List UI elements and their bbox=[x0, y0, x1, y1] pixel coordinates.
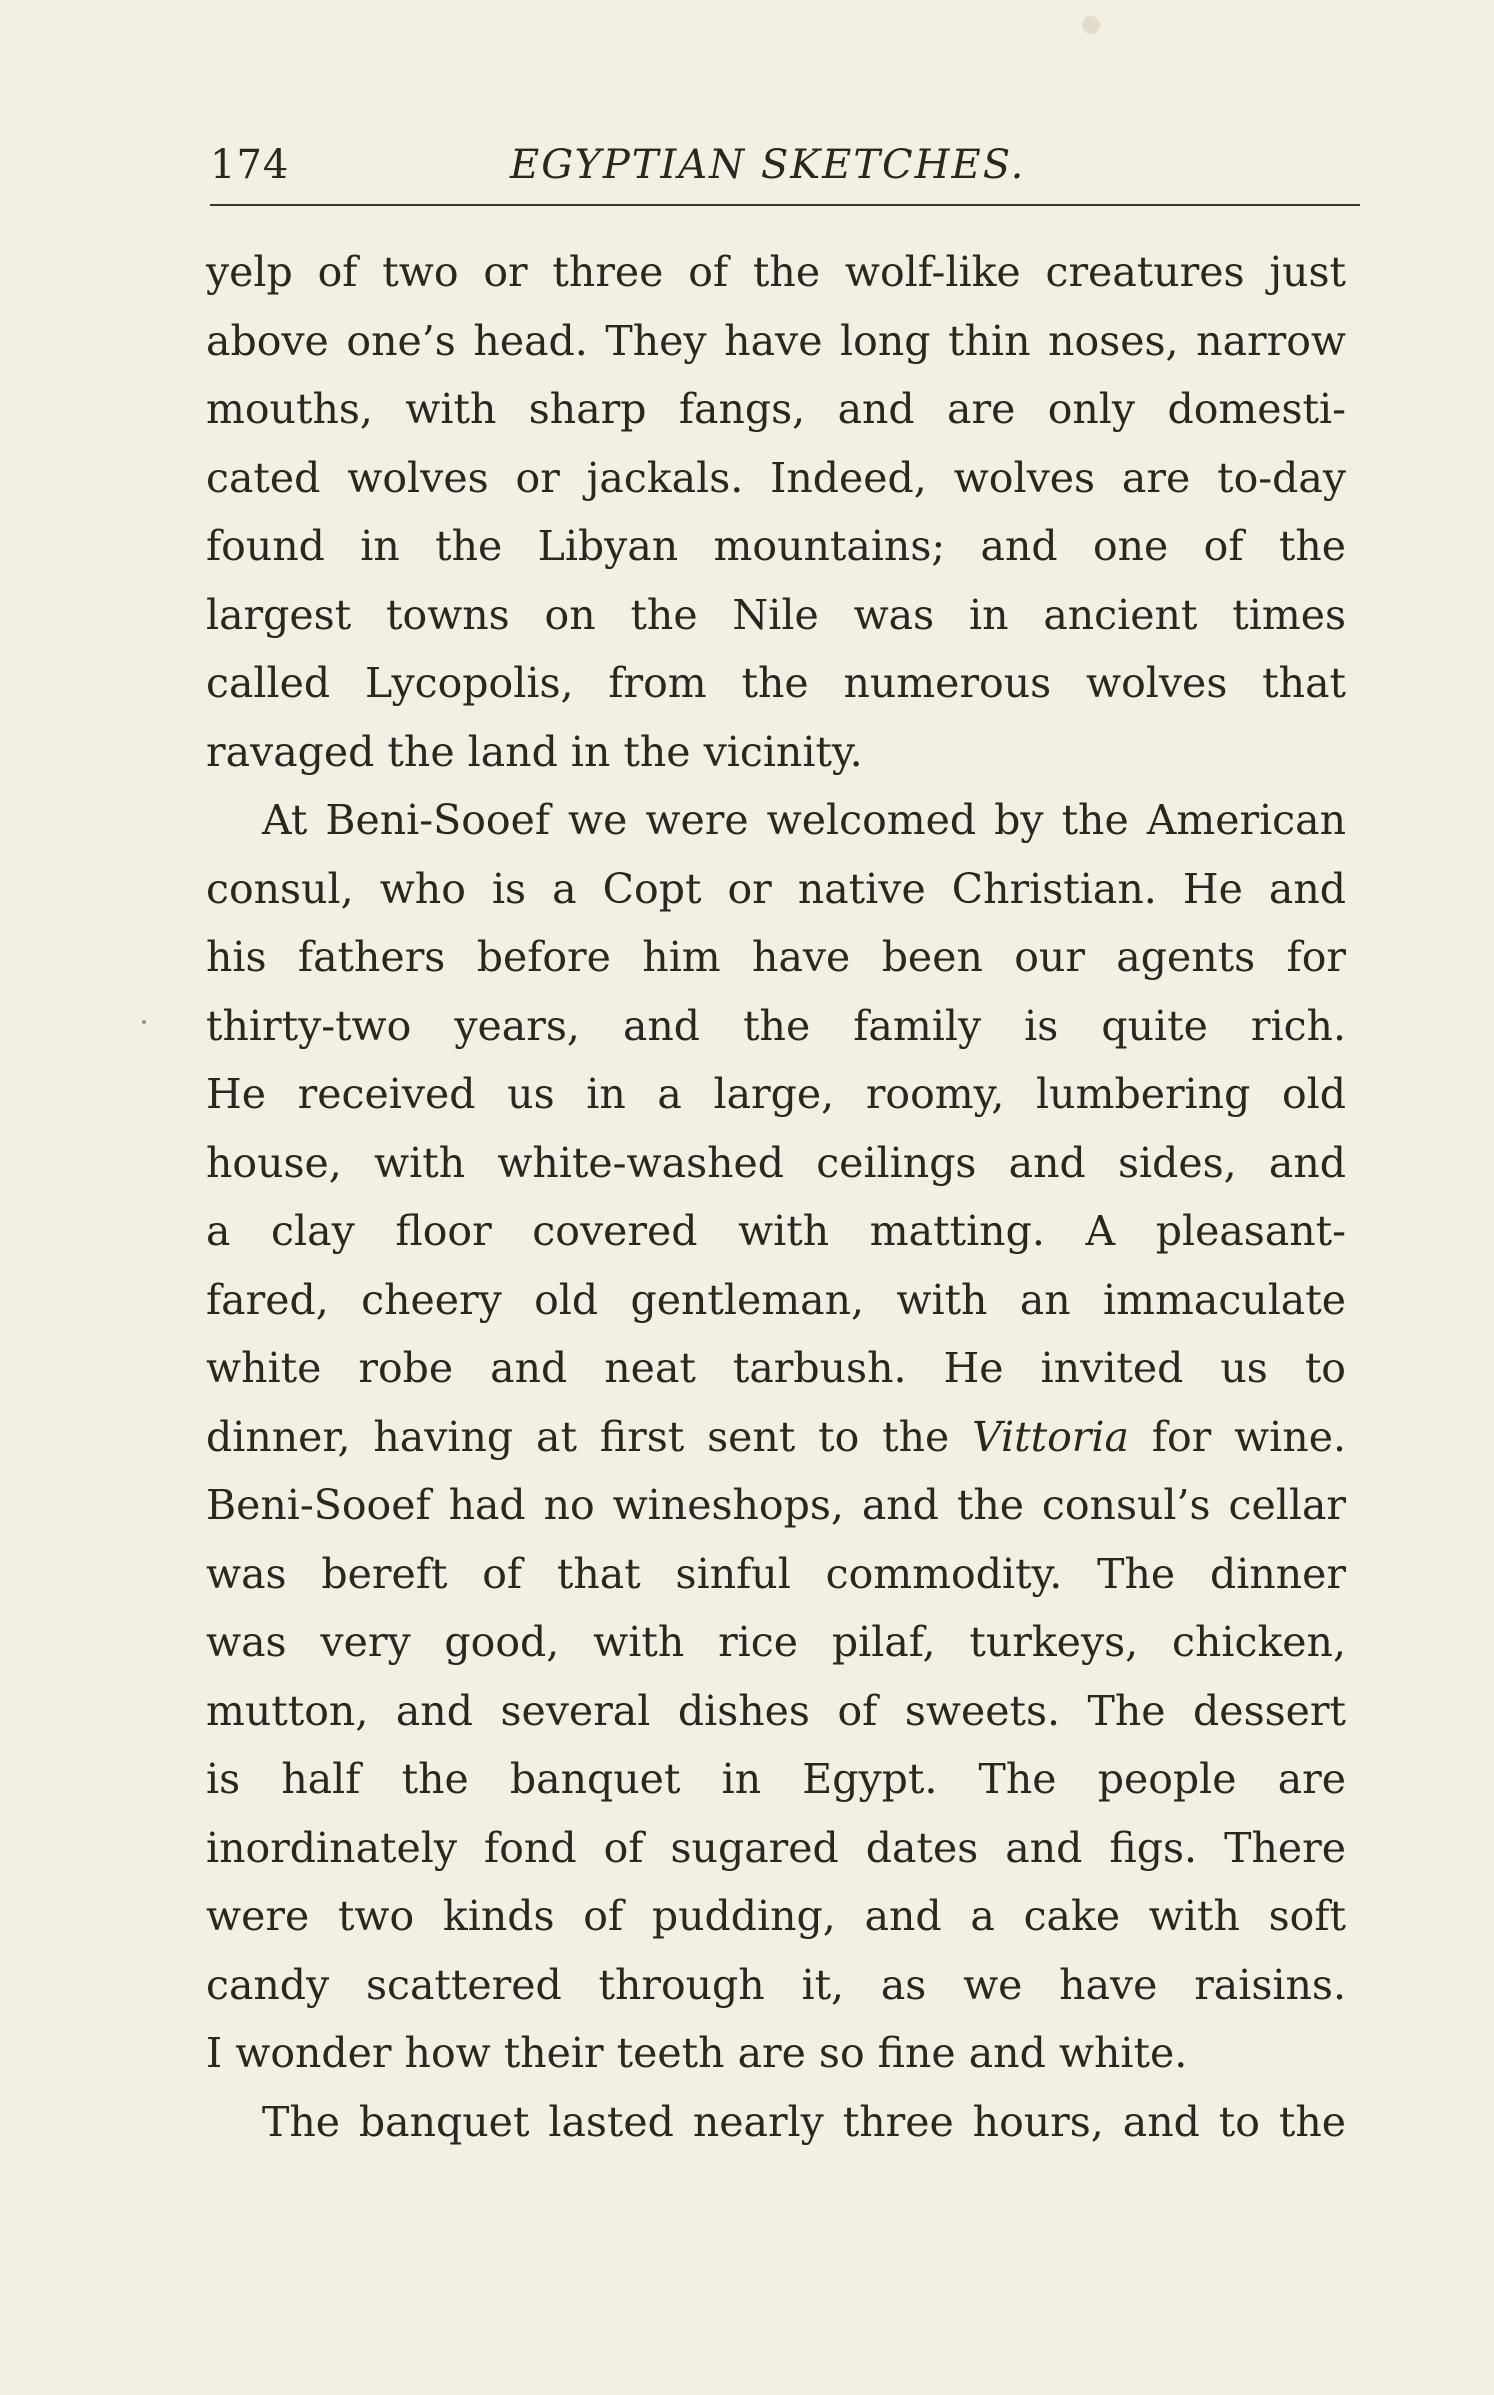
text-line: found in the Libyan mountains; and one of the bbox=[206, 522, 1346, 570]
text-line: was bereft of that sinful commodity. The dinner bbox=[206, 1549, 1346, 1598]
body-text bbox=[206, 238, 1346, 2156]
paper-spot bbox=[1082, 16, 1100, 34]
ship-name: Vittoria bbox=[972, 1412, 1129, 1461]
text-line: largest towns on the Nile was in ancient times bbox=[206, 590, 1346, 639]
header-rule bbox=[210, 204, 1360, 206]
paragraph-end-line: ravaged the land in the vicinity. bbox=[206, 727, 863, 776]
text-line: consul, who is a Copt or native Christian. He and bbox=[206, 864, 1346, 913]
text-line: fared, cheery old gentleman, with an immaculate bbox=[206, 1275, 1346, 1324]
text-line: his fathers before him have been our agents for bbox=[206, 933, 1346, 981]
text-line: thirty-two years, and the family is quite rich. bbox=[206, 1001, 1346, 1050]
page-header bbox=[210, 142, 1360, 202]
text-line: mouths, with sharp fangs, and are only domesti- bbox=[206, 385, 1346, 433]
text-line: Beni-Sooef had no wineshops, and the consul’s cellar bbox=[206, 1481, 1346, 1529]
text-line: yelp of two or three of the wolf-like creatures just bbox=[206, 248, 1346, 296]
text-line: is half the banquet in Egypt. The people are bbox=[206, 1755, 1346, 1803]
text-line: white robe and neat tarbush. He invited us to bbox=[206, 1344, 1346, 1392]
paragraph-start-line: The banquet lasted nearly three hours, and to the bbox=[262, 2097, 1346, 2146]
text-line: inordinately fond of sugared dates and figs. There bbox=[206, 1823, 1346, 1872]
text-line: called Lycopolis, from the numerous wolves that bbox=[206, 659, 1346, 707]
paragraph-start-line: At Beni-Sooef we were welcomed by the American bbox=[262, 796, 1346, 844]
text-line: cated wolves or jackals. Indeed, wolves are to-day bbox=[206, 453, 1346, 502]
text-line: candy scattered through it, as we have raisins. bbox=[206, 1960, 1346, 2009]
text-line-with-italic bbox=[206, 1403, 1346, 1472]
line-text-after: for wine. bbox=[1128, 1412, 1346, 1461]
running-head: EGYPTIAN SKETCHES. bbox=[510, 142, 1026, 188]
paragraph-end-line: I wonder how their teeth are so fine and white. bbox=[206, 2029, 1188, 2077]
text-line: He received us in a large, roomy, lumbering old bbox=[206, 1070, 1346, 1118]
text-line: house, with white-washed ceilings and sides, and bbox=[206, 1138, 1346, 1187]
margin-mark bbox=[142, 1020, 146, 1024]
text-line: above one’s head. They have long thin noses, narrow bbox=[206, 316, 1346, 365]
text-line: mutton, and several dishes of sweets. The dessert bbox=[206, 1686, 1346, 1735]
page-number: 174 bbox=[210, 142, 290, 188]
text-line: a clay floor covered with matting. A pleasant- bbox=[206, 1207, 1346, 1255]
text-line: were two kinds of pudding, and a cake with soft bbox=[206, 1892, 1346, 1940]
line-text-before: dinner, having at first sent to the bbox=[206, 1412, 973, 1461]
text-line: was very good, with rice pilaf, turkeys, chicken, bbox=[206, 1618, 1346, 1666]
